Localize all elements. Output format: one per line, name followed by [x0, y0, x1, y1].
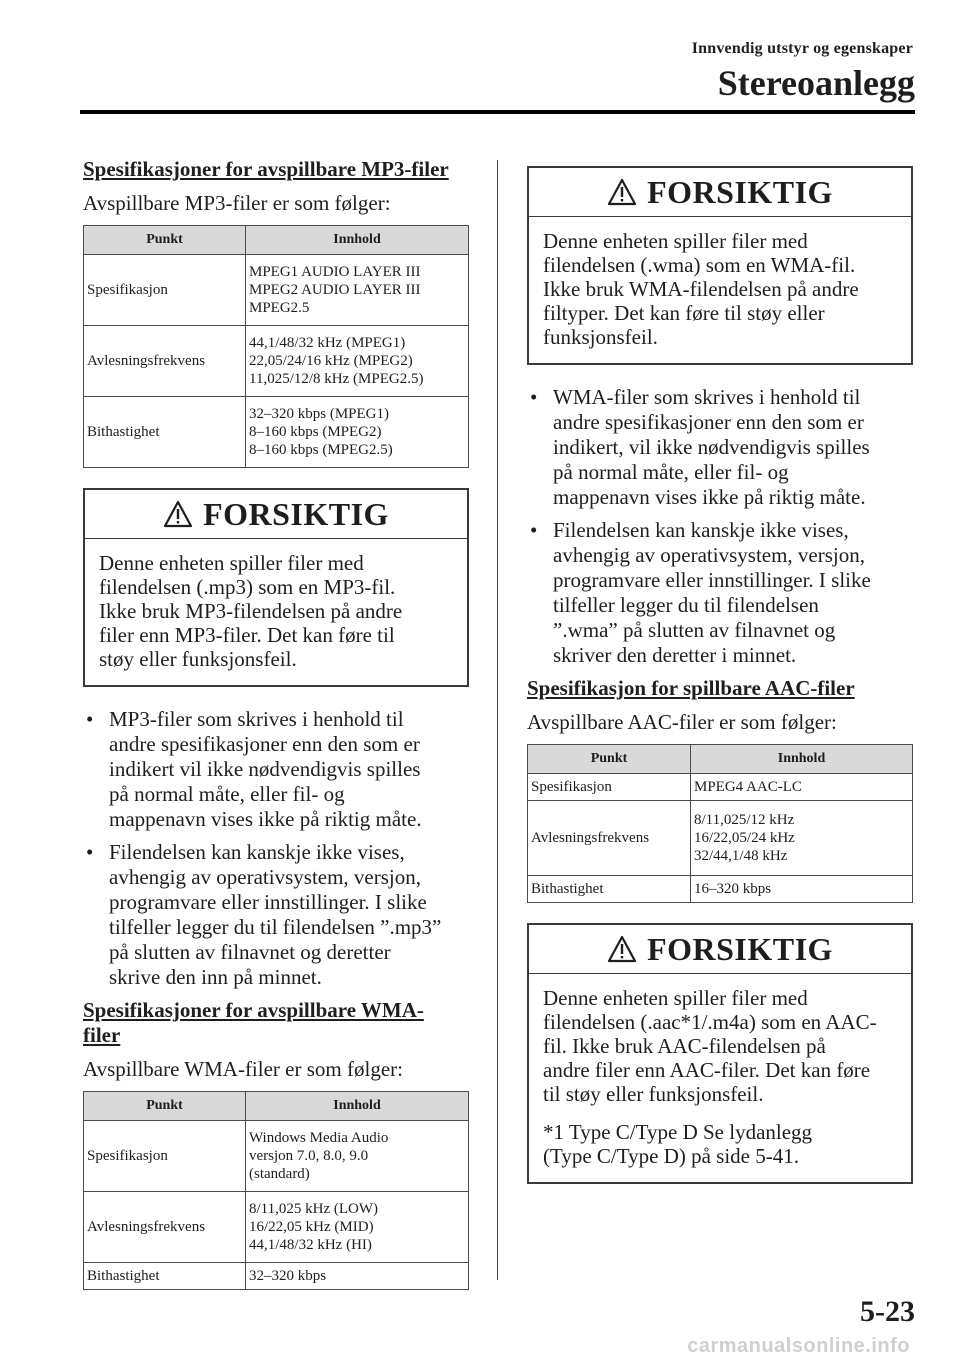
caution-line: filendelsen (.mp3) som en MP3-fil.	[99, 575, 396, 599]
cell-line: MPEG2 AUDIO LAYER III	[249, 282, 421, 298]
left-column	[83, 157, 469, 1310]
list-line: mappenavn vises ikke på riktig måte.	[553, 485, 866, 509]
cell-line: MPEG1 AUDIO LAYER III	[249, 264, 421, 280]
table-row	[84, 326, 469, 397]
mp3-spec-table	[83, 225, 469, 468]
caution-header	[85, 490, 467, 539]
table-key-cell: Avlesningsfrekvens	[528, 801, 691, 876]
table-value-cell	[246, 1121, 469, 1192]
list-line: • WMA-filer som skrives i henhold til	[553, 385, 861, 409]
header-rule	[80, 110, 915, 114]
wma-caution-box	[527, 166, 913, 365]
caution-header	[529, 925, 911, 974]
table-header-row	[84, 226, 469, 255]
table-row	[84, 397, 469, 468]
table-header-cell: Punkt	[84, 226, 246, 255]
running-header-section: Innvendig utstyr og egenskaper	[691, 40, 913, 57]
list-line: indikert, vil ikke nødvendigvis spilles	[553, 435, 870, 459]
list-line: andre spesifikasjoner enn den som er	[109, 732, 420, 756]
warning-icon	[607, 178, 637, 206]
caution-line: Denne enheten spiller filer med	[543, 986, 808, 1010]
caution-line: funksjonsfeil.	[543, 325, 658, 349]
list-item	[527, 518, 913, 668]
cell-line: 16–320 kbps	[694, 881, 772, 897]
cell-line: 16/22,05 kHz (MID)	[249, 1219, 374, 1235]
table-key-cell: Spesifikasjon	[84, 1121, 246, 1192]
list-item	[83, 840, 469, 990]
wma-spec-table	[83, 1091, 469, 1290]
caution-line: fil. Ikke bruk AAC-filendelsen på	[543, 1034, 826, 1058]
table-header-cell: Innhold	[246, 1092, 469, 1121]
caution-line: støy eller funksjonsfeil.	[99, 647, 297, 671]
cell-line: 8/11,025 kHz (LOW)	[249, 1201, 378, 1217]
table-key-cell: Bithastighet	[528, 876, 691, 903]
list-line: skrive den inn på minnet.	[109, 965, 322, 989]
table-value-cell	[691, 876, 913, 903]
cell-line: 11,025/12/8 kHz (MPEG2.5)	[249, 371, 424, 387]
list-line: på slutten av filnavnet og deretter	[109, 940, 391, 964]
table-value-cell	[246, 1263, 469, 1290]
mp3-heading: Spesifikasjoner for avspillbare MP3-filer	[83, 157, 449, 181]
list-line: andre spesifikasjoner enn den som er	[553, 410, 864, 434]
column-divider	[497, 160, 498, 1280]
list-item	[83, 707, 469, 832]
list-line: avhengig av operativsystem, versjon,	[109, 865, 422, 889]
wma-bullet-list	[527, 385, 913, 668]
table-header-row	[84, 1092, 469, 1121]
list-line: indikert vil ikke nødvendigvis spilles	[109, 757, 421, 781]
cell-line: Windows Media Audio	[249, 1130, 389, 1146]
table-row	[84, 1121, 469, 1192]
mp3-caution-box	[83, 488, 469, 687]
caution-title: FORSIKTIG	[203, 495, 389, 532]
caution-line: filendelsen (.aac*1/.m4a) som en AAC-	[543, 1010, 877, 1034]
cell-line: 32–320 kbps (MPEG1)	[249, 406, 390, 422]
caution-line: Denne enheten spiller filer med	[99, 551, 364, 575]
table-key-cell: Bithastighet	[84, 1263, 246, 1290]
cell-line: 8/11,025/12 kHz	[694, 812, 795, 828]
mp3-intro: Avspillbare MP3-filer er som følger:	[83, 191, 391, 215]
table-value-cell	[691, 774, 913, 801]
table-row	[84, 1192, 469, 1263]
right-column	[527, 166, 913, 1204]
aac-intro: Avspillbare AAC-filer er som følger:	[527, 710, 837, 734]
caution-line: til støy eller funksjonsfeil.	[543, 1082, 764, 1106]
wma-heading-line: Spesifikasjoner for avspillbare WMA-	[83, 998, 424, 1022]
wma-heading-line: filer	[83, 1023, 121, 1047]
cell-line: (standard)	[249, 1166, 310, 1182]
cell-line: 8–160 kbps (MPEG2)	[249, 424, 382, 440]
list-line: programvare eller innstillinger. I slike	[553, 568, 871, 592]
caution-text	[85, 539, 467, 685]
aac-heading: Spesifikasjon for spillbare AAC-filer	[527, 676, 855, 700]
wma-heading	[83, 998, 469, 1048]
table-header-cell: Innhold	[691, 745, 913, 774]
list-line: • Filendelsen kan kanskje ikke vises,	[553, 518, 849, 542]
cell-line: 32–320 kbps	[249, 1268, 327, 1284]
caution-line: filtyper. Det kan føre til støy eller	[543, 301, 825, 325]
cell-line: MPEG4 AAC-LC	[694, 779, 802, 795]
caution-footnote	[543, 1120, 897, 1168]
watermark-text: carmanualsonline.info	[687, 1335, 910, 1357]
table-value-cell	[246, 1192, 469, 1263]
table-row	[84, 1263, 469, 1290]
list-line: tilfeller legger du til filendelsen	[553, 593, 819, 617]
caution-title: FORSIKTIG	[647, 173, 833, 210]
table-header-cell: Punkt	[528, 745, 691, 774]
table-row	[528, 876, 913, 903]
aac-spec-table	[527, 744, 913, 903]
wma-intro: Avspillbare WMA-filer er som følger:	[83, 1057, 403, 1081]
list-line: programvare eller innstillinger. I slike	[109, 890, 427, 914]
footnote-line: *1 Type C/Type D Se lydanlegg	[543, 1120, 813, 1144]
table-row	[84, 255, 469, 326]
caution-title: FORSIKTIG	[647, 930, 833, 967]
table-value-cell	[691, 801, 913, 876]
aac-caution-box	[527, 923, 913, 1184]
list-line: på normal måte, eller fil- og	[109, 782, 345, 806]
page-number: 5-23	[860, 1295, 915, 1328]
cell-line: 32/44,1/48 kHz	[694, 848, 788, 864]
warning-icon	[607, 935, 637, 963]
list-item	[527, 385, 913, 510]
table-header-cell: Innhold	[246, 226, 469, 255]
table-row	[528, 774, 913, 801]
table-key-cell: Spesifikasjon	[84, 255, 246, 326]
cell-line: versjon 7.0, 8.0, 9.0	[249, 1148, 369, 1164]
footnote-line: (Type C/Type D) på side 5-41.	[543, 1144, 799, 1168]
cell-line: MPEG2.5	[249, 300, 310, 316]
list-line: ”.wma” på slutten av filnavnet og	[553, 618, 836, 642]
cell-line: 8–160 kbps (MPEG2.5)	[249, 442, 393, 458]
table-header-row	[528, 745, 913, 774]
list-line: avhengig av operativsystem, versjon,	[553, 543, 866, 567]
cell-line: 44,1/48/32 kHz (HI)	[249, 1237, 372, 1253]
list-line: skriver den deretter i minnet.	[553, 643, 797, 667]
caution-text	[529, 217, 911, 363]
list-line: på normal måte, eller fil- og	[553, 460, 789, 484]
cell-line: 22,05/24/16 kHz (MPEG2)	[249, 353, 413, 369]
caution-text	[529, 974, 911, 1182]
caution-header	[529, 168, 911, 217]
table-key-cell: Avlesningsfrekvens	[84, 1192, 246, 1263]
table-value-cell	[246, 255, 469, 326]
table-key-cell: Spesifikasjon	[528, 774, 691, 801]
caution-line: filendelsen (.wma) som en WMA-fil.	[543, 253, 856, 277]
table-row	[528, 801, 913, 876]
cell-line: 16/22,05/24 kHz	[694, 830, 795, 846]
list-line: mappenavn vises ikke på riktig måte.	[109, 807, 422, 831]
list-line: • Filendelsen kan kanskje ikke vises,	[109, 840, 405, 864]
cell-line: 44,1/48/32 kHz (MPEG1)	[249, 335, 406, 351]
caution-line: Ikke bruk WMA-filendelsen på andre	[543, 277, 859, 301]
table-value-cell	[246, 326, 469, 397]
list-line: • MP3-filer som skrives i henhold til	[109, 707, 404, 731]
table-key-cell: Bithastighet	[84, 397, 246, 468]
table-header-cell: Punkt	[84, 1092, 246, 1121]
caution-line: Ikke bruk MP3-filendelsen på andre	[99, 599, 403, 623]
warning-icon	[163, 500, 193, 528]
caution-line: filer enn MP3-filer. Det kan føre til	[99, 623, 395, 647]
caution-line: andre filer enn AAC-filer. Det kan føre	[543, 1058, 871, 1082]
caution-line: Denne enheten spiller filer med	[543, 229, 808, 253]
running-header-title: Stereoanlegg	[717, 63, 915, 103]
list-line: tilfeller legger du til filendelsen ”.mp3”	[109, 915, 442, 939]
table-key-cell: Avlesningsfrekvens	[84, 326, 246, 397]
mp3-bullet-list	[83, 707, 469, 990]
table-value-cell	[246, 397, 469, 468]
